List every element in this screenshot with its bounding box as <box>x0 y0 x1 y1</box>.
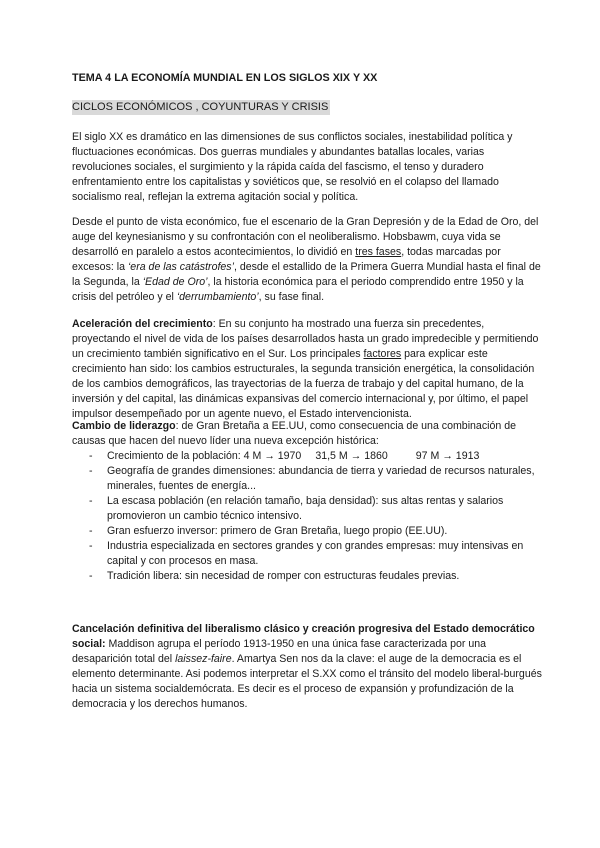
dash-bullet: - <box>89 495 93 507</box>
paragraph-economic-view <box>72 215 542 305</box>
list-item <box>72 494 552 524</box>
list-item-text: Tradición libera: sin necesidad de romper con estructuras feudales previas. <box>107 570 460 582</box>
text-run: , desde el estallido de la Primera Guerra Mundial hasta el final de la Segunda, la <box>72 261 541 288</box>
paragraph-liberalism-cancellation <box>72 622 542 712</box>
list-item <box>72 569 552 584</box>
text-run: para explicar este crecimiento han sido: los cambios estructurales, la segunda transición energética, la consolidación de los cambios demográficos, las trayectorias de la fuerza de trabajo y del capital humano, de la inversión y del capital, las dinámicas expansivas del comercio internacional y, por último, el papel impulsor desempeñado por un agente nuevo, el Estado intervencionista. <box>72 348 535 420</box>
text-run: : En su conjunto ha mostrado una fuerza sin precedentes, proyectando el nivel de vida de los países desarrollados hasta un grado impredecible y permitiendo un crecimiento también significativo en el Sur. Los principales <box>72 318 539 360</box>
text-run: , la historia económica para el periodo comprendido entre 1950 y la crisis del petróleo y el <box>72 276 524 303</box>
list-item <box>72 539 552 569</box>
list-item-text: 31,5 M → 1860 <box>315 450 388 462</box>
list-item <box>72 464 552 494</box>
paragraph-lead-bold: Cancelación definitiva del liberalismo clásico y creación progresiva del Estado democrático social: <box>72 623 535 650</box>
text-run: , todas marcadas por excesos: la <box>72 246 501 273</box>
list-item-text: Gran esfuerzo inversor: primero de Gran Bretaña, luego propio (EE.UU). <box>107 525 448 537</box>
paragraph-lead-bold: Aceleración del crecimiento <box>72 318 213 330</box>
italic-term-edad-de-oro: ‘Edad de Oro’ <box>142 276 208 288</box>
list-item-text: 97 M → 1913 <box>415 450 480 462</box>
underlined-term-tres-fases: tres fases <box>355 246 402 258</box>
paragraph-leadership <box>72 419 542 449</box>
section-heading-highlighted: CICLOS ECONÓMICOS , COYUNTURAS Y CRISIS <box>72 101 329 113</box>
italic-term-era-catastrofes: ‘era de las catástrofes’ <box>127 261 234 273</box>
text-run: , su fase final. <box>258 291 325 303</box>
text-run: Desde el punto de vista económico, fue el escenario de la Gran Depresión y de la Edad de Oro, del auge del keynesianismo y su confrontación con el neoliberalismo. Hobsbawm, cuya vida se desarrolló en paralelo a estos acontecimientos, lo dividió en <box>72 216 539 258</box>
dash-bullet: - <box>89 540 93 552</box>
list-item <box>72 449 552 464</box>
paragraph-lead-bold: Cambio de liderazgo <box>72 420 176 432</box>
list-item-text: Geografía de grandes dimensiones: abundancia de tierra y variedad de recursos naturales, minerales, fuentes de energía... <box>107 465 535 492</box>
document-title: TEMA 4 LA ECONOMÍA MUNDIAL EN LOS SIGLOS XIX Y XX <box>72 72 378 84</box>
dash-bullet: - <box>89 465 93 477</box>
dash-bullet: - <box>89 525 93 537</box>
list-item-text: La escasa población (en relación tamaño, baja densidad): sus altas rentas y salarios promovieron un cambio técnico intensivo. <box>107 495 504 522</box>
list-item-text: Crecimiento de la población: 4 M → 1970 <box>107 450 302 462</box>
italic-term-derrumbamiento: ‘derrumbamiento’ <box>176 291 259 303</box>
list-item-text: Industria especializada en sectores grandes y con grandes empresas: muy intensivas en capital y con procesos en masa. <box>107 540 524 567</box>
list-item <box>72 524 552 539</box>
paragraph-intro: El siglo XX es dramático en las dimensiones de sus conflictos sociales, inestabilidad política y fluctuaciones económicas. Dos guerras mundiales y abundantes batallas locales, varias revoluciones sociales, el surgimiento y la rápida caída del fascismo, el tenso y duradero enfrentamiento entre los capitalistas y soviéticos que, se resolvió en el colapso del llamado socialismo real, reflejan la extrema agitación social y política. <box>72 131 513 203</box>
dash-bullet: - <box>89 450 93 462</box>
text-run: : de Gran Bretaña a EE.UU, como consecuencia de una combinación de causas que hacen del nuevo líder una nueva excepción histórica: <box>72 420 516 447</box>
bullet-list-leadership-causes <box>72 449 552 584</box>
text-run: . Amartya Sen nos da la clave: el auge de la democracia es el elemento determinante. Asi podemos interpretar el S.XX como el tránsito del modelo liberal-burgués hacia un sistema socialdemócrata. Es decir es el proceso de expansión y profundización de la democracia y los derechos humanos. <box>72 653 542 710</box>
italic-term-laissez-faire: laissez-faire <box>175 653 232 665</box>
dash-bullet: - <box>89 570 93 582</box>
paragraph-growth <box>72 317 542 422</box>
text-run: Maddison agrupa el período 1913-1950 en una única fase caracterizada por una desaparición total del <box>72 638 487 665</box>
underlined-term-factores: factores <box>363 348 402 360</box>
